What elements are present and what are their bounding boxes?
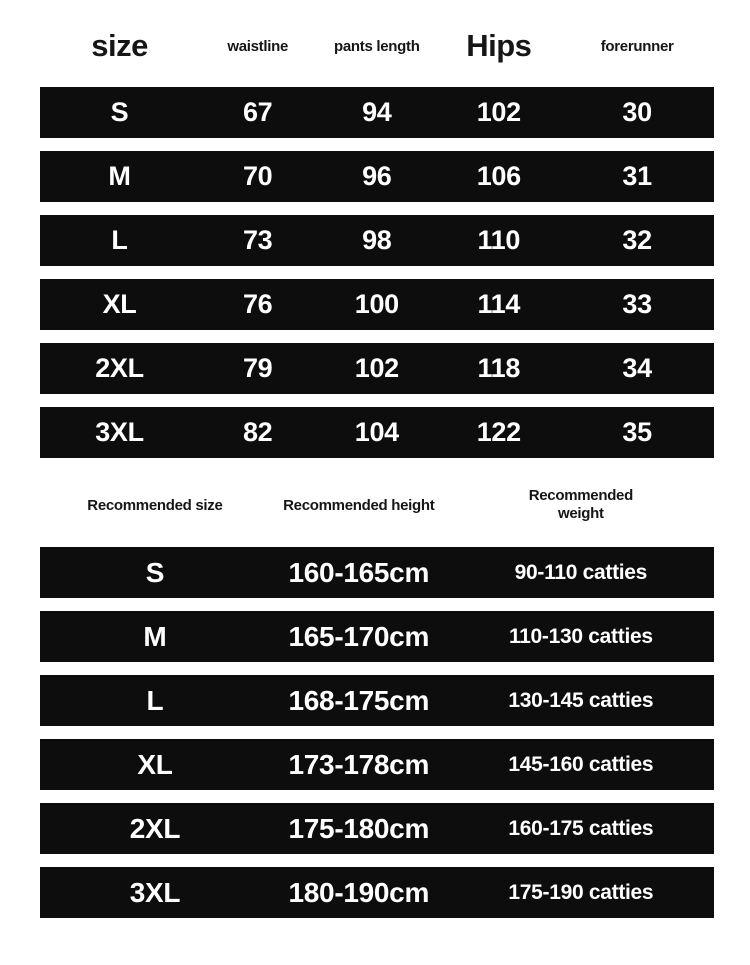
size-row-xl [40,279,714,330]
header-forerunner: forerunner [600,37,674,55]
header-recommended-size: Recommended size [87,496,223,514]
cell-recommended-height: 175-180cm [288,812,430,844]
cell-waistline: 82 [242,417,273,447]
cell-waistline: 73 [242,225,273,255]
cell-forerunner: 31 [622,161,652,191]
cell-recommended-height: 180-190cm [288,876,430,908]
cell-recommended-size: 2XL [129,812,181,844]
header-recommended-height: Recommended height [283,496,435,514]
cell-size: L [111,225,128,255]
size-row-l [40,215,714,266]
cell-recommended-weight: 90-110 catties [514,560,648,584]
cell-recommended-weight: 110-130 catties [508,624,653,648]
cell-size: XL [102,289,137,319]
cell-recommended-height: 160-165cm [288,556,430,588]
cell-hips: 102 [476,97,521,127]
recommend-row-l [40,675,714,726]
recommend-row-xl [40,739,714,790]
cell-forerunner: 33 [622,289,652,319]
cell-forerunner: 35 [622,417,652,447]
recommend-table-rows [40,547,714,931]
cell-waistline: 79 [242,353,273,383]
cell-recommended-weight: 160-175 catties [508,816,654,840]
size-table-rows [40,87,714,471]
size-row-s [40,87,714,138]
cell-waistline: 70 [242,161,273,191]
size-row-m [40,151,714,202]
header-recommended-weight: Recommended weight [528,487,633,522]
cell-recommended-height: 165-170cm [288,620,430,652]
cell-pants-length: 100 [354,289,399,319]
cell-hips: 114 [477,289,521,319]
cell-forerunner: 30 [622,97,652,127]
cell-hips: 110 [477,225,521,255]
cell-recommended-size: L [146,684,164,716]
cell-recommended-height: 168-175cm [288,684,430,716]
cell-recommended-weight: 130-145 catties [508,688,654,712]
cell-hips: 106 [476,161,521,191]
cell-forerunner: 34 [622,353,652,383]
cell-recommended-height: 173-178cm [288,748,430,780]
header-pants-length: pants length [334,37,420,55]
cell-pants-length: 94 [362,97,392,127]
cell-size: S [110,97,129,127]
size-row-2xl [40,343,714,394]
recommend-table-header [40,483,714,527]
recommend-row-s [40,547,714,598]
cell-pants-length: 102 [354,353,399,383]
cell-size: M [108,161,131,191]
cell-waistline: 67 [242,97,273,127]
cell-pants-length: 104 [354,417,399,447]
size-table-header [40,19,714,73]
cell-recommended-size: M [143,620,167,652]
cell-forerunner: 32 [622,225,652,255]
cell-recommended-size: 3XL [129,876,181,908]
size-row-3xl [40,407,714,458]
cell-pants-length: 98 [362,225,392,255]
header-hips: Hips [466,28,532,63]
cell-hips: 122 [476,417,521,447]
header-size: size [91,28,148,63]
cell-hips: 118 [477,353,521,383]
cell-pants-length: 96 [362,161,392,191]
cell-size: 3XL [95,417,144,447]
recommend-row-3xl [40,867,714,918]
cell-recommended-size: XL [137,748,173,780]
recommend-row-2xl [40,803,714,854]
cell-size: 2XL [95,353,144,383]
cell-waistline: 76 [242,289,273,319]
header-waistline: waistline [227,37,289,55]
cell-recommended-size: S [145,556,165,588]
cell-recommended-weight: 175-190 catties [508,880,654,904]
cell-recommended-weight: 145-160 catties [508,752,654,776]
recommend-row-m [40,611,714,662]
